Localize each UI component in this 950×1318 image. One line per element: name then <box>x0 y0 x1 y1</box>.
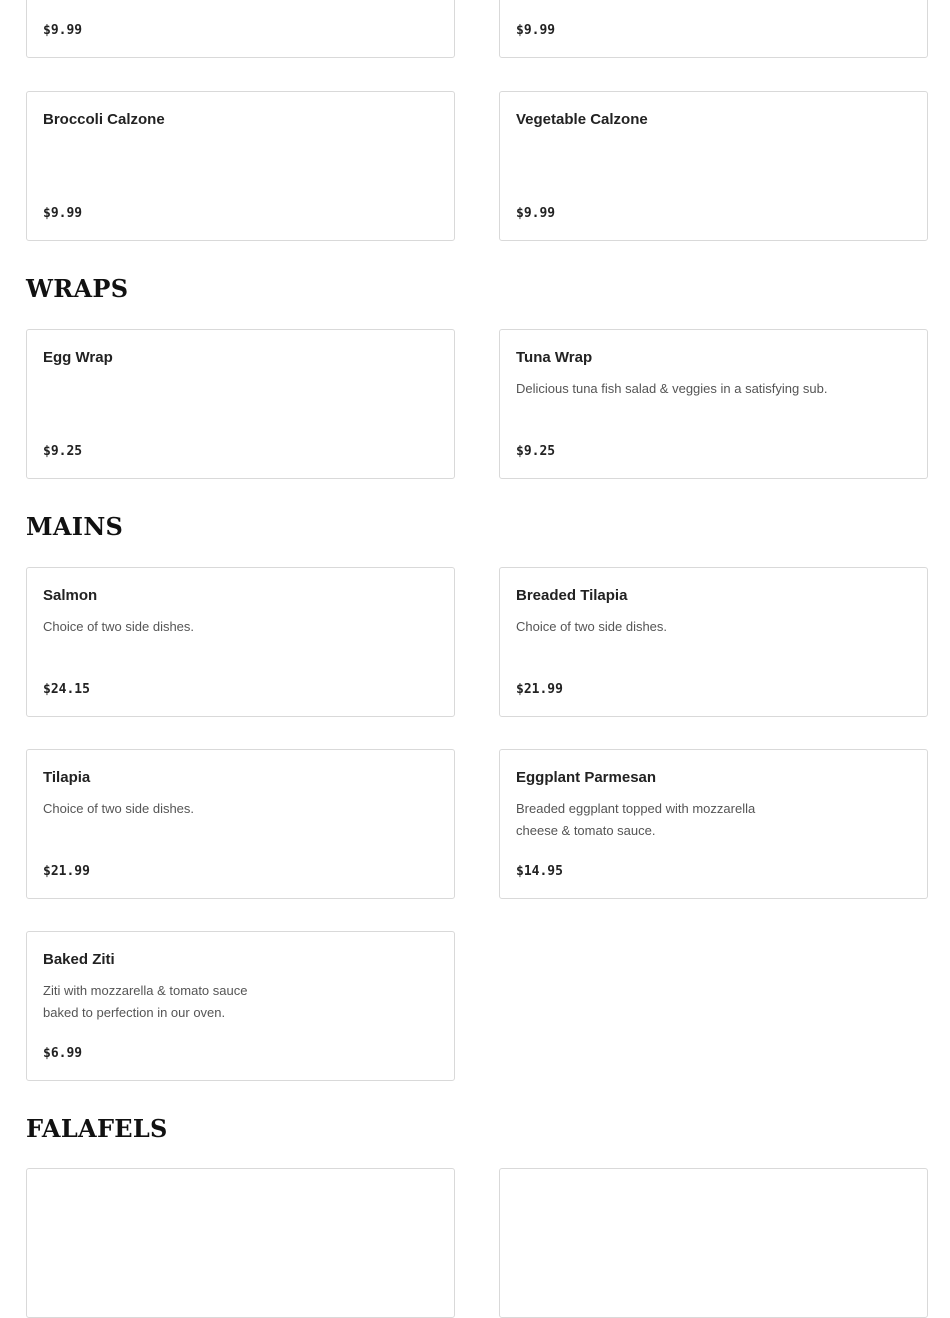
item-name: Eggplant Parmesan <box>516 769 657 786</box>
item-price: $21.99 <box>516 682 563 697</box>
menu-item-card[interactable] <box>499 1168 928 1318</box>
item-description: Delicious tuna fish salad & veggies in a satisfying sub. <box>516 381 828 396</box>
menu-item-broccoli-calzone[interactable] <box>26 91 455 241</box>
item-name: Breaded Tilapia <box>516 587 628 604</box>
menu-item-tilapia[interactable] <box>26 749 455 899</box>
menu-item-baked-ziti[interactable] <box>26 931 455 1081</box>
item-price: $9.25 <box>43 444 83 459</box>
menu-item-eggplant-parmesan[interactable] <box>499 749 928 899</box>
menu-item-tuna-wrap[interactable] <box>499 329 928 479</box>
item-price: $21.99 <box>43 864 90 879</box>
item-price: $9.25 <box>516 444 556 459</box>
section-title-falafels: FALAFELS <box>26 1114 168 1143</box>
item-name: Tuna Wrap <box>516 349 593 366</box>
item-price: $14.95 <box>516 864 563 879</box>
item-price: $9.99 <box>516 23 556 38</box>
menu-item-egg-wrap[interactable] <box>26 329 455 479</box>
item-description: Choice of two side dishes. <box>43 619 195 634</box>
section-title-wraps: WRAPS <box>26 274 129 303</box>
menu-item-card[interactable] <box>26 1168 455 1318</box>
menu-item-card[interactable] <box>26 0 455 58</box>
item-description: Choice of two side dishes. <box>43 801 195 816</box>
item-name: Salmon <box>43 587 98 604</box>
item-description: Ziti with mozzarella & tomato sauce baked to perfection in our oven. <box>43 983 248 1020</box>
item-name: Egg Wrap <box>43 349 113 366</box>
item-price: $24.15 <box>43 682 90 697</box>
item-description: Breaded eggplant topped with mozzarella cheese & tomato sauce. <box>516 801 756 838</box>
item-price: $9.99 <box>43 23 83 38</box>
item-description: Choice of two side dishes. <box>516 619 668 634</box>
menu-item-card[interactable] <box>499 0 928 58</box>
item-name: Broccoli Calzone <box>43 111 165 128</box>
section-title-mains: MAINS <box>26 512 124 541</box>
item-name: Vegetable Calzone <box>516 111 648 128</box>
item-price: $9.99 <box>43 206 83 221</box>
menu-item-breaded-tilapia[interactable] <box>499 567 928 717</box>
item-price: $6.99 <box>43 1046 83 1061</box>
menu-item-vegetable-calzone[interactable] <box>499 91 928 241</box>
item-name: Baked Ziti <box>43 951 115 968</box>
item-name: Tilapia <box>43 769 91 786</box>
item-price: $9.99 <box>516 206 556 221</box>
menu-item-salmon[interactable] <box>26 567 455 717</box>
